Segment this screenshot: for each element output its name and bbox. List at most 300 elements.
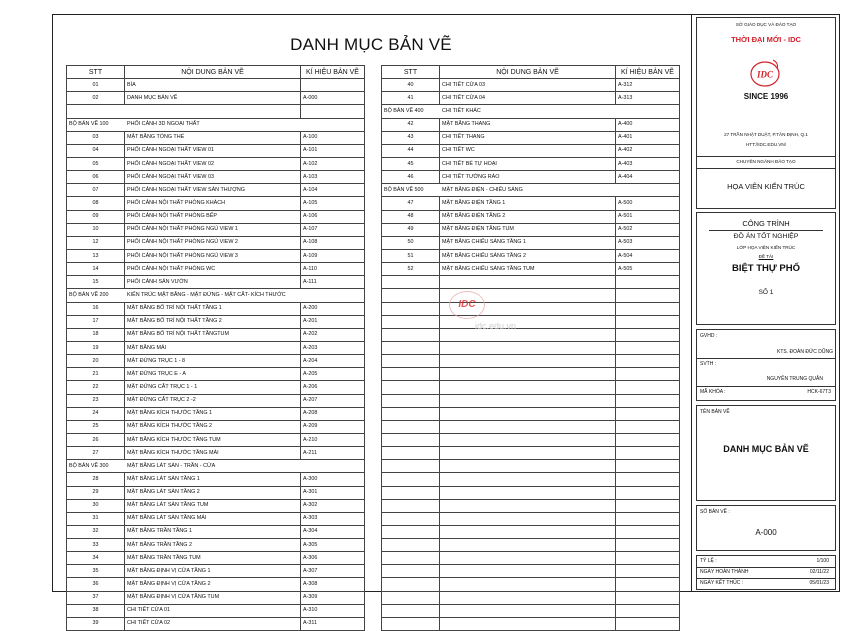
code-cell: A-207 — [301, 394, 365, 407]
stt-cell: 22 — [67, 381, 125, 394]
code-cell: A-505 — [616, 263, 680, 276]
code-cell: A-211 — [301, 447, 365, 460]
code-cell: A-200 — [301, 302, 365, 315]
end-date: 05/01/23 — [809, 580, 829, 586]
table-row — [382, 197, 680, 210]
empty-row — [382, 276, 680, 289]
header-content: NỘI DUNG BẢN VẼ — [125, 66, 301, 79]
stt-cell: 34 — [67, 552, 125, 565]
table-row — [67, 578, 365, 591]
section-cell — [67, 460, 365, 473]
stt-cell: 14 — [67, 263, 125, 276]
empty-cell — [440, 604, 616, 617]
code-cell: A-203 — [301, 341, 365, 354]
name-cell: PHỐI CẢNH NGOẠI THẤT VIEW 03 — [125, 171, 301, 184]
empty-cell — [440, 328, 616, 341]
stt-cell: 41 — [382, 92, 440, 105]
code-cell: A-401 — [616, 131, 680, 144]
empty-cell — [382, 539, 440, 552]
project-label: CÔNG TRÌNH — [742, 219, 790, 228]
code-cell: A-205 — [301, 368, 365, 381]
name-cell: DANH MỤC BẢN VẼ — [125, 92, 301, 105]
table-row — [67, 328, 365, 341]
stt-cell: 27 — [67, 447, 125, 460]
drawing-number-box — [696, 505, 836, 551]
school-box — [696, 17, 836, 209]
stt-cell: 28 — [67, 473, 125, 486]
blank-cell — [301, 105, 365, 118]
stt-cell: 04 — [67, 144, 125, 157]
name-cell: PHỐI CẢNH NỘI THẤT PHÒNG WC — [125, 263, 301, 276]
stt-cell: 43 — [382, 131, 440, 144]
name-cell: MẶT BẰNG TỔNG THỂ — [125, 131, 301, 144]
table-row — [382, 263, 680, 276]
name-cell: PHỐI CẢNH NỘI THẤT PHÒNG KHÁCH — [125, 197, 301, 210]
stt-cell: 02 — [67, 92, 125, 105]
code-cell: A-101 — [301, 144, 365, 157]
code-cell: A-310 — [301, 604, 365, 617]
empty-cell — [440, 578, 616, 591]
blank-cell — [67, 105, 125, 118]
major-label: CHUYÊN NGÀNH ĐÀO TẠO — [736, 159, 796, 164]
table-row — [67, 144, 365, 157]
table-row — [67, 210, 365, 223]
stt-cell: 07 — [67, 184, 125, 197]
empty-row — [382, 341, 680, 354]
empty-row — [382, 617, 680, 630]
stt-cell: 16 — [67, 302, 125, 315]
empty-row — [382, 591, 680, 604]
code-cell: A-403 — [616, 157, 680, 170]
stt-cell: 30 — [67, 499, 125, 512]
empty-cell — [616, 591, 680, 604]
empty-cell — [440, 276, 616, 289]
table-row — [67, 368, 365, 381]
empty-cell — [382, 433, 440, 446]
code-cell: A-404 — [616, 171, 680, 184]
name-cell: MẶT BẰNG KÍCH THƯỚC TẦNG MÁI — [125, 447, 301, 460]
empty-row — [382, 433, 680, 446]
empty-cell — [616, 499, 680, 512]
empty-row — [382, 539, 680, 552]
name-cell: MẶT BẰNG LÁT SÀN TẦNG MÁI — [125, 512, 301, 525]
section-title: MẶT BẰNG LÁT SÀN - TRẦN - CỬA — [127, 462, 216, 469]
name-cell: PHỐI CẢNH SÂN VƯỜN — [125, 276, 301, 289]
dates-box — [696, 555, 836, 590]
empty-row — [382, 486, 680, 499]
code-cell: A-503 — [616, 236, 680, 249]
table-row — [67, 499, 365, 512]
stt-cell: 23 — [67, 394, 125, 407]
stt-cell: 40 — [382, 79, 440, 92]
stt-cell: 26 — [67, 433, 125, 446]
empty-cell — [382, 486, 440, 499]
empty-cell — [382, 512, 440, 525]
stt-cell: 35 — [67, 565, 125, 578]
code-cell: A-202 — [301, 328, 365, 341]
name-cell: PHỐI CẢNH NỘI THẤT PHÒNG NGỦ VIEW 3 — [125, 249, 301, 262]
empty-cell — [616, 512, 680, 525]
table-row — [67, 407, 365, 420]
course-code: HCK-67T3 — [807, 389, 831, 395]
stt-cell: 33 — [67, 539, 125, 552]
code-cell: A-301 — [301, 486, 365, 499]
website: HTT://IDC.EDU.VN/ — [745, 142, 787, 147]
empty-cell — [616, 604, 680, 617]
watermark — [449, 291, 517, 331]
code-cell: A-308 — [301, 578, 365, 591]
table-row — [382, 210, 680, 223]
drawing-list-area — [53, 15, 689, 627]
empty-cell — [616, 315, 680, 328]
code-cell: A-210 — [301, 433, 365, 446]
table-row — [67, 302, 365, 315]
table-row — [67, 512, 365, 525]
drawing-name: DANH MỤC BẢN VẼ — [723, 444, 809, 454]
header-stt: STT — [67, 66, 125, 79]
empty-row — [382, 368, 680, 381]
stt-cell: 24 — [67, 407, 125, 420]
table-row — [67, 591, 365, 604]
empty-cell — [440, 394, 616, 407]
section-code: BỘ BẢN VẼ 200 — [69, 291, 109, 298]
table-row — [67, 604, 365, 617]
header-stt: STT — [382, 66, 440, 79]
drawing-table-left — [66, 65, 365, 631]
stt-cell: 44 — [382, 144, 440, 157]
empty-row — [382, 578, 680, 591]
empty-row — [382, 604, 680, 617]
section-code: BỘ BẢN VẼ 100 — [69, 121, 109, 128]
empty-cell — [440, 539, 616, 552]
table-row — [67, 447, 365, 460]
name-cell: MẶT BẰNG KÍCH THƯỚC TẦNG TUM — [125, 433, 301, 446]
empty-row — [382, 552, 680, 565]
code-cell: A-400 — [616, 118, 680, 131]
name-cell: MẶT BẰNG MÁI — [125, 341, 301, 354]
empty-cell — [440, 407, 616, 420]
code-cell: A-300 — [301, 473, 365, 486]
stt-cell: 15 — [67, 276, 125, 289]
empty-row — [382, 302, 680, 315]
stt-cell: 46 — [382, 171, 440, 184]
empty-cell — [440, 473, 616, 486]
header-content: NỘI DUNG BẢN VẼ — [440, 66, 616, 79]
code-cell: A-105 — [301, 197, 365, 210]
name-cell: MẶT ĐỨNG CẮT TRỤC 1 - 1 — [125, 381, 301, 394]
name-cell: MẶT BẰNG BỐ TRÍ NỘI THẤT TẦNG 2 — [125, 315, 301, 328]
table-row — [67, 525, 365, 538]
drawing-number: A-000 — [755, 528, 777, 537]
code-label: MÃ KHÓA : — [700, 389, 726, 395]
stt-cell: 09 — [67, 210, 125, 223]
code-cell: A-100 — [301, 131, 365, 144]
code-cell: A-107 — [301, 223, 365, 236]
done-date: 02/11/22 — [809, 569, 829, 575]
drawing-name-label: TÊN BẢN VẼ — [700, 409, 730, 415]
code-cell: A-102 — [301, 157, 365, 170]
table-row — [382, 223, 680, 236]
section-title: CHI TIẾT KHÁC — [442, 107, 481, 114]
done-label: NGÀY HOÀN THÀNH — [700, 569, 749, 575]
empty-cell — [382, 381, 440, 394]
empty-cell — [616, 617, 680, 630]
table-header-row — [67, 66, 365, 79]
empty-cell — [382, 368, 440, 381]
blank-cell — [125, 105, 301, 118]
name-cell: MẶT BẰNG LÁT SÀN TẦNG TUM — [125, 499, 301, 512]
empty-cell — [382, 407, 440, 420]
stt-cell: 36 — [67, 578, 125, 591]
empty-cell — [616, 289, 680, 302]
watermark-logo: IDC — [449, 291, 485, 319]
stt-cell: 51 — [382, 249, 440, 262]
empty-row — [382, 355, 680, 368]
name-cell: CHI TIẾT CỬA 02 — [125, 617, 301, 630]
name-cell: CHI TIẾT THANG — [440, 131, 616, 144]
stt-cell: 47 — [382, 197, 440, 210]
table-row — [67, 131, 365, 144]
table-row — [67, 341, 365, 354]
school-name: THỜI ĐẠI MỚI - IDC — [731, 35, 801, 44]
table-row — [67, 617, 365, 630]
drawing-table-right — [381, 65, 680, 631]
name-cell: PHỐI CẢNH NỘI THẤT PHÒNG NGỦ VIEW 1 — [125, 223, 301, 236]
section-cell — [67, 289, 365, 302]
code-cell: A-500 — [616, 197, 680, 210]
empty-cell — [382, 315, 440, 328]
table-row — [67, 381, 365, 394]
name-cell: BÌA — [125, 79, 301, 92]
name-cell: CHI TIẾT CỬA 03 — [440, 79, 616, 92]
empty-cell — [382, 460, 440, 473]
empty-cell — [382, 565, 440, 578]
empty-cell — [616, 355, 680, 368]
name-cell: MẶT ĐỨNG TRỤC 1 - 8 — [125, 355, 301, 368]
table-row — [67, 433, 365, 446]
empty-row — [382, 315, 680, 328]
empty-cell — [616, 276, 680, 289]
scale-label: TỶ LỆ : — [700, 558, 717, 564]
code-cell: A-304 — [301, 525, 365, 538]
empty-cell — [440, 433, 616, 446]
stt-cell: 50 — [382, 236, 440, 249]
empty-cell — [440, 591, 616, 604]
section-code: BỘ BẢN VẼ 300 — [69, 462, 109, 469]
major-name: HỌA VIÊN KIẾN TRÚC — [727, 182, 805, 191]
code-cell: A-504 — [616, 249, 680, 262]
empty-cell — [440, 341, 616, 354]
name-cell: PHỐI CẢNH NGOẠI THẤT VIEW 02 — [125, 157, 301, 170]
code-cell: A-108 — [301, 236, 365, 249]
stt-cell: 08 — [67, 197, 125, 210]
svth-label: SVTH : — [700, 361, 717, 367]
stt-cell: 12 — [67, 236, 125, 249]
empty-cell — [616, 460, 680, 473]
empty-cell — [382, 525, 440, 538]
empty-cell — [382, 328, 440, 341]
empty-cell — [616, 328, 680, 341]
section-cell — [67, 118, 365, 131]
table-row — [67, 539, 365, 552]
table-row — [67, 315, 365, 328]
name-cell: MẶT BẰNG ĐỊNH VỊ CỬA TẦNG 1 — [125, 565, 301, 578]
section-row — [67, 118, 365, 131]
stt-cell: 45 — [382, 157, 440, 170]
name-cell: MẶT ĐỨNG CẮT TRỤC 2 -2 — [125, 394, 301, 407]
name-cell: MẶT BẰNG LÁT SÀN TẦNG 2 — [125, 486, 301, 499]
stt-cell: 31 — [67, 512, 125, 525]
header-code: KÍ HIỆU BẢN VẼ — [301, 66, 365, 79]
section-code: BỘ BẢN VẼ 400 — [384, 107, 424, 114]
table-row — [382, 92, 680, 105]
table-row — [382, 79, 680, 92]
stt-cell: 17 — [67, 315, 125, 328]
empty-cell — [616, 525, 680, 538]
name-cell: MẶT BẰNG ĐỊNH VỊ CỬA TẦNG TUM — [125, 591, 301, 604]
stt-cell: 48 — [382, 210, 440, 223]
table-row — [67, 355, 365, 368]
stt-cell: 21 — [67, 368, 125, 381]
name-cell: MẶT BẰNG CHIẾU SÁNG TẦNG TUM — [440, 263, 616, 276]
empty-row — [382, 394, 680, 407]
table-row — [382, 157, 680, 170]
table-row — [67, 171, 365, 184]
since-label: SINCE 1996 — [743, 92, 789, 101]
code-cell: A-201 — [301, 315, 365, 328]
empty-cell — [440, 355, 616, 368]
stt-cell: 06 — [67, 171, 125, 184]
name-cell: MẶT BẰNG KÍCH THƯỚC TẦNG 2 — [125, 420, 301, 433]
table-row — [67, 92, 365, 105]
code-cell: A-208 — [301, 407, 365, 420]
name-cell: MẶT BẰNG TRẦN TẦNG 1 — [125, 525, 301, 538]
empty-cell — [382, 302, 440, 315]
empty-cell — [382, 578, 440, 591]
project-box — [696, 212, 836, 325]
code-cell: A-309 — [301, 591, 365, 604]
topic-label: ĐỀ TÀI — [758, 254, 774, 259]
stt-cell: 42 — [382, 118, 440, 131]
gvhd-label: GVHD : — [700, 333, 718, 339]
code-cell: A-312 — [616, 79, 680, 92]
stt-cell: 37 — [67, 591, 125, 604]
table-row — [67, 276, 365, 289]
address: 27 TRẦN NHẬT DUẬT, P.TÂN ĐỊNH, Q.1 — [724, 132, 808, 137]
stt-cell: 52 — [382, 263, 440, 276]
name-cell: CHI TIẾT BỂ TỰ HOẠI — [440, 157, 616, 170]
department-label: SỞ GIÁO DỤC VÀ ĐÀO TẠO — [735, 22, 797, 27]
topic-title: BIỆT THỰ PHỐ — [731, 263, 801, 274]
table-row — [382, 131, 680, 144]
name-cell: CHI TIẾT CỬA 04 — [440, 92, 616, 105]
table-row — [67, 420, 365, 433]
code-cell: A-206 — [301, 381, 365, 394]
empty-cell — [440, 617, 616, 630]
empty-row — [382, 420, 680, 433]
name-cell: PHỐI CẢNH NGOẠI THẤT VIEW SÂN THƯỢNG — [125, 184, 301, 197]
table-row — [67, 552, 365, 565]
table-row — [67, 157, 365, 170]
empty-cell — [616, 420, 680, 433]
name-cell: MẶT BẰNG LÁT SÀN TẦNG 1 — [125, 473, 301, 486]
stt-cell: 39 — [67, 617, 125, 630]
empty-cell — [616, 578, 680, 591]
empty-cell — [440, 381, 616, 394]
code-cell: A-106 — [301, 210, 365, 223]
empty-cell — [616, 394, 680, 407]
empty-row — [382, 407, 680, 420]
empty-row — [382, 381, 680, 394]
stt-cell: 19 — [67, 341, 125, 354]
section-title: MẶT BẰNG ĐIỆN - CHIẾU SÁNG — [442, 186, 523, 193]
empty-cell — [382, 276, 440, 289]
page-title: DANH MỤC BẢN VẼ — [290, 35, 452, 54]
project-number: SỐ 1 — [758, 289, 774, 296]
end-label: NGÀY KẾT THÚC : — [700, 580, 744, 586]
section-row — [67, 289, 365, 302]
name-cell: MẶT BẰNG CHIẾU SÁNG TẦNG 1 — [440, 236, 616, 249]
table-row — [67, 184, 365, 197]
name-cell: MẶT BẰNG BỐ TRÍ NỘI THẤT TẦNG 1 — [125, 302, 301, 315]
empty-row — [382, 512, 680, 525]
section-row — [382, 184, 680, 197]
empty-cell — [616, 565, 680, 578]
table-row — [67, 394, 365, 407]
watermark-site: idc.edu.vn — [475, 321, 517, 331]
section-code: BỘ BẢN VẼ 500 — [384, 186, 424, 193]
logo-text: IDC — [756, 69, 774, 80]
empty-cell — [616, 381, 680, 394]
blank-row — [67, 105, 365, 118]
name-cell: MẶT BẰNG ĐIỆN TẦNG 1 — [440, 197, 616, 210]
empty-cell — [616, 539, 680, 552]
empty-cell — [382, 341, 440, 354]
empty-row — [382, 525, 680, 538]
table-row — [67, 197, 365, 210]
title-block — [691, 15, 840, 591]
name-cell: MẶT BẰNG CHIẾU SÁNG TẦNG 2 — [440, 249, 616, 262]
name-cell: PHỐI CẢNH NỘI THẤT PHÒNG BẾP — [125, 210, 301, 223]
table-row — [67, 79, 365, 92]
code-cell: A-103 — [301, 171, 365, 184]
code-cell: A-303 — [301, 512, 365, 525]
code-cell: A-311 — [301, 617, 365, 630]
code-cell: A-000 — [301, 92, 365, 105]
empty-cell — [616, 368, 680, 381]
empty-cell — [440, 565, 616, 578]
name-cell: MẶT BẰNG TRẦN TẦNG 2 — [125, 539, 301, 552]
name-cell: PHỐI CẢNH NỘI THẤT PHÒNG NGỦ VIEW 2 — [125, 236, 301, 249]
stt-cell: 20 — [67, 355, 125, 368]
empty-cell — [382, 355, 440, 368]
empty-row — [382, 328, 680, 341]
empty-cell — [616, 552, 680, 565]
empty-cell — [440, 552, 616, 565]
empty-cell — [616, 433, 680, 446]
name-cell: MẶT BẰNG BỐ TRÍ NỘI THẤT TẦNGTUM — [125, 328, 301, 341]
name-cell: MẶT BẰNG THANG — [440, 118, 616, 131]
table-row — [382, 144, 680, 157]
empty-cell — [440, 420, 616, 433]
code-cell: A-110 — [301, 263, 365, 276]
table-header-row — [382, 66, 680, 79]
code-cell: A-502 — [616, 223, 680, 236]
name-cell: CHI TIẾT CỬA 01 — [125, 604, 301, 617]
name-cell: MẶT BẰNG ĐIỆN TẦNG 2 — [440, 210, 616, 223]
empty-cell — [382, 604, 440, 617]
empty-cell — [382, 552, 440, 565]
